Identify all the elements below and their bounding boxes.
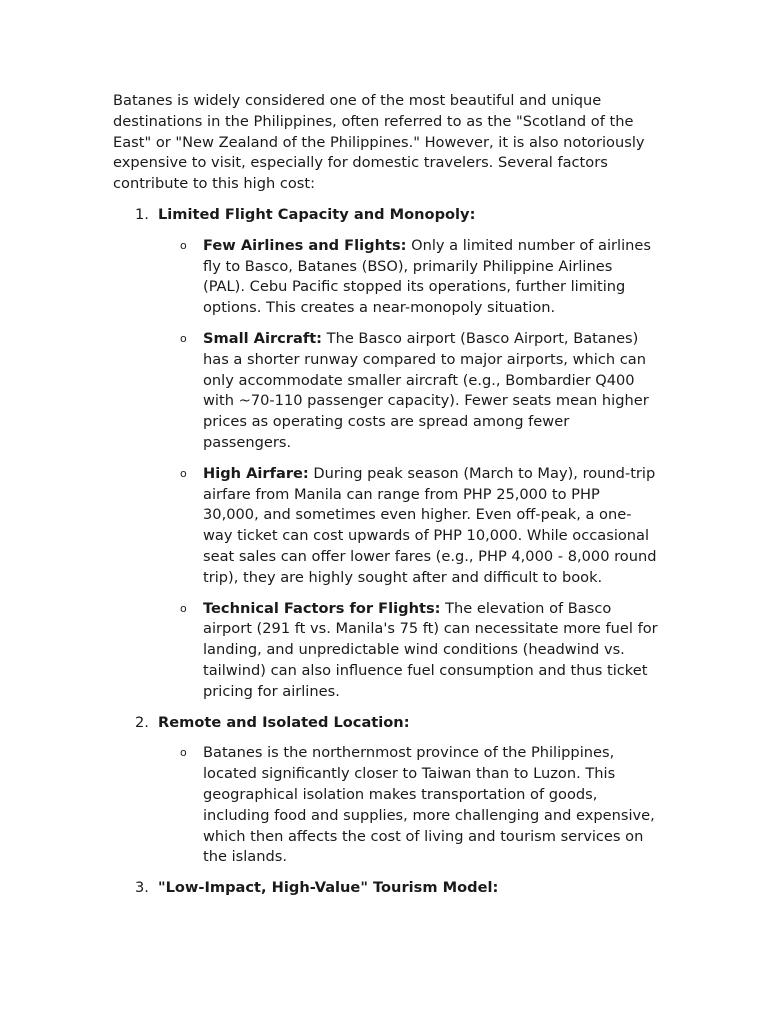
bullet-marker: o <box>180 238 187 252</box>
sub-item-text: The Basco airport (Basco Airport, Batanes) has a shorter runway compared to major airports, which can only accommodate smaller aircraft (e.g., Bombardier Q400 with ~70-110 passenger capacity). Fewer seats mean higher prices as operating costs are spread among fewer passengers. <box>203 329 649 451</box>
bullet-marker: o <box>180 466 187 480</box>
factor-item-tourism-model <box>113 878 658 899</box>
bullet-marker: o <box>180 746 187 760</box>
sub-item-small-aircraft <box>158 329 658 454</box>
sub-item-high-airfare <box>158 464 658 589</box>
sub-item-northernmost <box>158 743 658 868</box>
bullet-marker: o <box>180 331 187 345</box>
list-number: 3. <box>135 879 149 897</box>
factor-item-remote-location <box>113 713 658 869</box>
sub-item-text: Batanes is the northernmost province of the Philippines, located significantly closer to Taiwan than to Luzon. This geographical isolation makes transportation of goods, including food and supplies, more challenging and expensive, which then affects the cost of living and tourism services on the islands. <box>203 744 655 866</box>
section-heading: Remote and Isolated Location: <box>158 713 410 731</box>
section-heading: Limited Flight Capacity and Monopoly: <box>158 205 476 223</box>
factor-list <box>113 205 658 899</box>
sub-item-text: During peak season (March to May), round-trip airfare from Manila can range from PHP 25,000 to PHP 30,000, and sometimes even higher. Even off-peak, a one-way ticket can cost upwards of PHP 10,000. While occasional seat sales can offer lower fares (e.g., PHP 4,000 - 8,000 round trip), they are highly sought after and difficult to book. <box>203 464 657 586</box>
section-heading: "Low-Impact, High-Value" Tourism Model: <box>158 879 499 897</box>
factor-item-flight-capacity <box>113 205 658 703</box>
sub-item-label: High Airfare: <box>203 464 309 482</box>
sub-item-label: Few Airlines and Flights: <box>203 236 407 254</box>
list-number: 1. <box>135 205 149 223</box>
sub-item-text: Only a limited number of airlines fly to Basco, Batanes (BSO), primarily Philippine Airlines (PAL). Cebu Pacific stopped its operations, further limiting options. This creates a near-monopoly situation. <box>203 236 651 317</box>
sub-item-text: The elevation of Basco airport (291 ft vs. Manila's 75 ft) can necessitate more fuel for landing, and unpredictable wind conditions (headwind vs. tailwind) can also influence fuel consumption and thus ticket pricing for airlines. <box>203 599 658 700</box>
sub-list <box>158 236 658 703</box>
intro-paragraph: Batanes is widely considered one of the most beautiful and unique destinations in the Philippines, often referred to as the "Scotland of the East" or "New Zealand of the Philippines." However, it is also notoriously expensive to visit, especially for domestic travelers. Several factors contribute to this high cost: <box>113 92 645 193</box>
sub-item-technical-factors <box>158 599 658 703</box>
sub-item-few-airlines <box>158 236 658 319</box>
list-number: 2. <box>135 713 149 731</box>
document-page <box>113 91 658 909</box>
sub-list <box>158 743 658 868</box>
sub-item-label: Technical Factors for Flights: <box>203 599 441 617</box>
bullet-marker: o <box>180 601 187 615</box>
sub-item-label: Small Aircraft: <box>203 329 323 347</box>
